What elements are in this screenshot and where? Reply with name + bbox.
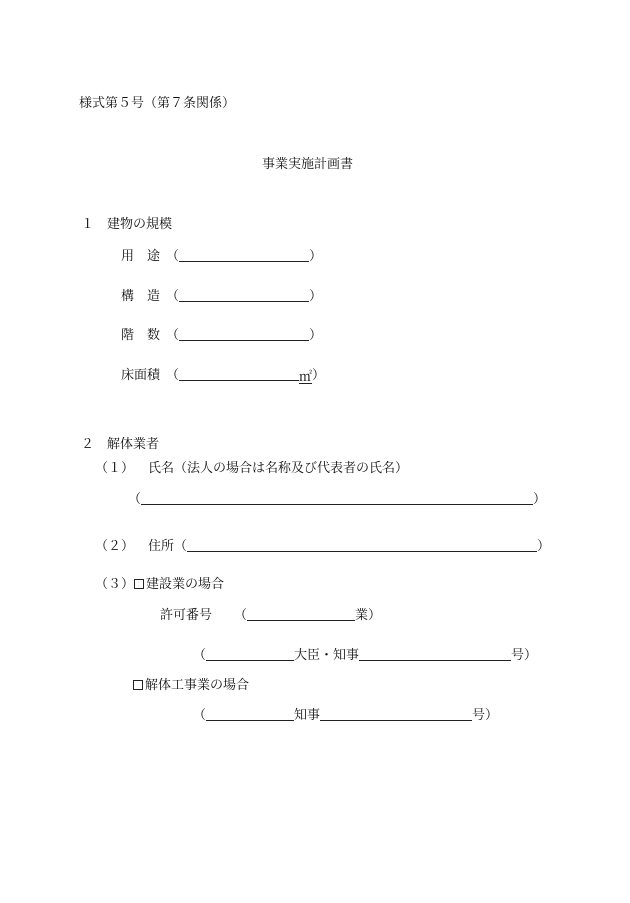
item3-number: （３） xyxy=(95,577,135,592)
floor-area-close-paren: ） xyxy=(312,368,326,383)
floors-open-paren: （ xyxy=(166,328,180,343)
structure-open-paren: （ xyxy=(166,289,180,304)
permit-number-open-paren: （ xyxy=(193,648,207,663)
address-label: 住所（ xyxy=(148,539,188,554)
permit-authority-label: 大臣・知事 xyxy=(294,648,360,663)
demolition-option-label: 解体工事業の場合 xyxy=(145,678,250,693)
construction-checkbox[interactable] xyxy=(134,579,144,589)
document-title: 事業実施計画書 xyxy=(262,157,354,172)
demolition-number-row xyxy=(193,707,498,724)
construction-option-row xyxy=(95,577,224,593)
usage-close-paren: ） xyxy=(309,249,323,264)
demolition-open-paren: （ xyxy=(193,708,207,723)
demolition-authority-label: 知事 xyxy=(294,708,321,723)
floors-row xyxy=(121,327,322,344)
name-open-paren: （ xyxy=(128,492,142,507)
floor-area-open-paren: （ xyxy=(166,368,180,383)
floor-area-row xyxy=(121,367,325,384)
name-row xyxy=(95,461,408,477)
floor-area-field[interactable] xyxy=(179,367,299,381)
structure-label: 構 造 xyxy=(121,289,161,304)
usage-label: 用 途 xyxy=(121,249,161,264)
address-close-paren: ） xyxy=(537,539,551,554)
usage-field[interactable] xyxy=(179,248,309,262)
item1-number: （１） xyxy=(95,461,135,476)
permit-suffix: 業） xyxy=(355,608,382,623)
floor-area-label: 床面積 xyxy=(121,368,161,383)
construction-option-label: 建設業の場合 xyxy=(146,577,225,592)
floors-label: 階 数 xyxy=(121,328,161,343)
name-label: 氏名（法人の場合は名称及び代表者の氏名） xyxy=(148,461,409,476)
floors-field[interactable] xyxy=(179,327,309,341)
permit-row xyxy=(160,607,381,624)
demolition-number-suffix: 号） xyxy=(472,708,499,723)
permit-number-field[interactable] xyxy=(359,647,511,661)
section2-heading: ２ 解体業者 xyxy=(81,437,160,452)
permit-authority-field[interactable] xyxy=(206,647,294,661)
item2-number: （２） xyxy=(95,539,135,554)
structure-close-paren: ） xyxy=(309,289,323,304)
name-field-row xyxy=(128,491,546,508)
demolition-number-field[interactable] xyxy=(320,707,472,721)
floor-area-unit: ㎡ xyxy=(299,370,313,385)
floors-close-paren: ） xyxy=(309,328,323,343)
permit-label: 許可番号 xyxy=(160,608,213,623)
form-number: 様式第５号（第７条関係） xyxy=(79,96,236,111)
name-close-paren: ） xyxy=(533,492,547,507)
permit-type-field[interactable] xyxy=(247,607,355,621)
demolition-option-row xyxy=(133,678,249,694)
usage-open-paren: （ xyxy=(166,249,180,264)
address-row xyxy=(95,538,550,555)
permit-number-suffix: 号） xyxy=(511,648,538,663)
section1-heading: １ 建物の規模 xyxy=(81,217,173,232)
address-field[interactable] xyxy=(187,538,537,552)
demolition-prefecture-field[interactable] xyxy=(206,707,294,721)
usage-row xyxy=(121,248,322,265)
structure-row xyxy=(121,288,322,305)
permit-open-paren: （ xyxy=(234,608,248,623)
permit-number-row xyxy=(193,647,537,664)
demolition-checkbox[interactable] xyxy=(133,680,143,690)
name-field[interactable] xyxy=(141,491,533,505)
structure-field[interactable] xyxy=(179,288,309,302)
